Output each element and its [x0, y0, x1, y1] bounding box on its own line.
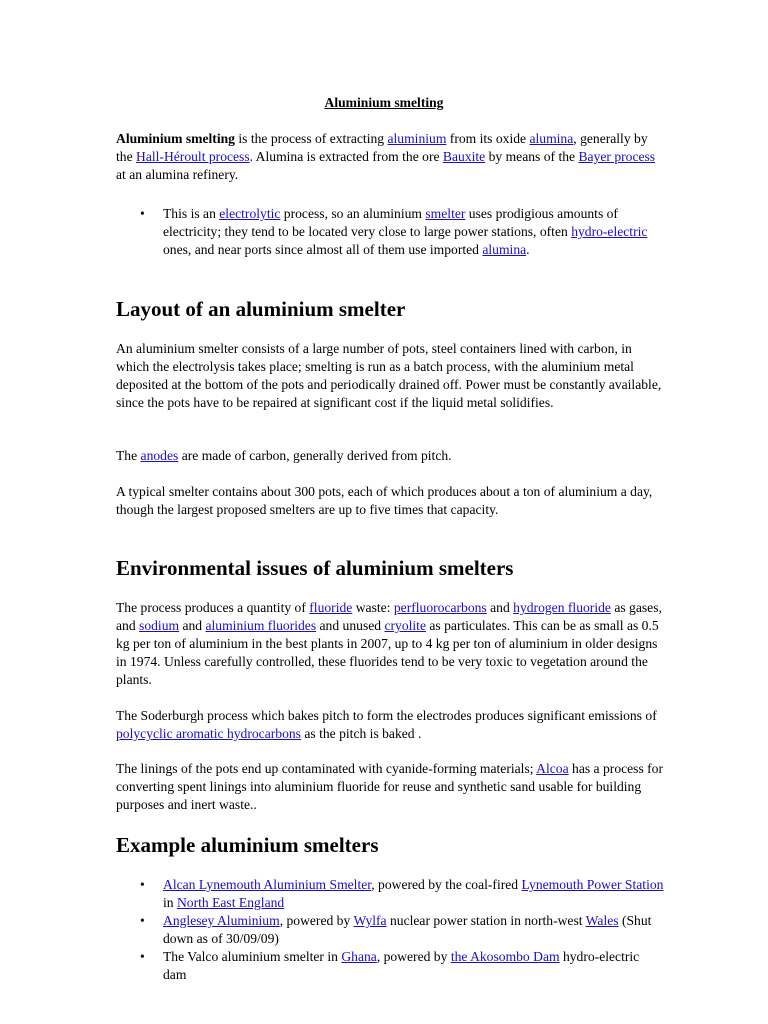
- environmental-paragraph-2: [116, 707, 664, 743]
- item-text: , powered by: [376, 949, 451, 964]
- bullet-text: ones, and near ports since almost all of them use imported: [163, 242, 483, 257]
- paragraph-text: The linings of the pots end up contaminated with cyanide-forming materials;: [116, 761, 537, 776]
- intro-bullet-list: [116, 205, 664, 259]
- link-north-east-england[interactable]: North East England: [176, 895, 285, 910]
- bullet-text: process, so an aluminium: [280, 206, 426, 221]
- link-aluminium[interactable]: aluminium: [387, 131, 447, 146]
- intro-text: is the process of extracting: [234, 131, 388, 146]
- link-aluminium-fluorides[interactable]: aluminium fluorides: [205, 618, 317, 633]
- paragraph-text: and: [179, 618, 206, 633]
- section-heading-environmental: Environmental issues of aluminium smelters: [116, 556, 514, 580]
- paragraph-text: has a process for converting spent linings into aluminium fluoride for reuse and synthetic sand usable for building purposes and inert waste..: [116, 761, 664, 812]
- layout-paragraph-3: A typical smelter contains about 300 pots, each of which produces about a ton of aluminium a day, though the largest proposed smelters are up to five times that capacity.: [116, 484, 653, 517]
- section-heading-examples: Example aluminium smelters: [116, 833, 379, 857]
- link-wylfa[interactable]: Wylfa: [353, 913, 387, 928]
- paragraph-text: are made of carbon, generally derived from pitch.: [178, 448, 452, 463]
- link-hydrogen-fluoride[interactable]: hydrogen fluoride: [513, 600, 611, 615]
- layout-paragraph-1: An aluminium smelter consists of a large number of pots, steel containers lined with carbon, in which the electrolysis takes place; smelting is run as a batch process, with the aluminium metal deposited at the bottom of the pots and periodically drained off. Power must be constantly available, since the pots have to be repaired at significant cost if the liquid metal solidifies.: [116, 341, 662, 410]
- link-hydro-electric[interactable]: hydro-electric: [571, 224, 648, 239]
- link-perfluorocarbons[interactable]: perfluorocarbons: [393, 600, 487, 615]
- examples-list: [116, 876, 664, 984]
- link-alcan-lynemouth-smelter[interactable]: Alcan Lynemouth Aluminium Smelter: [163, 877, 372, 892]
- list-item: [116, 205, 664, 259]
- link-ghana[interactable]: Ghana: [341, 949, 377, 964]
- intro-text: from its oxide: [446, 131, 530, 146]
- intro-text: at an alumina refinery.: [116, 167, 239, 182]
- layout-paragraph-2: [116, 447, 664, 465]
- section-heading-layout: Layout of an aluminium smelter: [116, 297, 406, 321]
- environmental-paragraph-1: [116, 599, 664, 689]
- list-item: [116, 948, 664, 984]
- item-text: hydro-electric dam: [163, 949, 640, 982]
- paragraph-text: as the pitch is baked .: [300, 726, 422, 741]
- item-text: The Valco aluminium smelter in: [163, 949, 342, 964]
- page-title: Aluminium smelting: [324, 95, 444, 110]
- paragraph-text: as particulates. This can be as small as 0.5 kg per ton of aluminium in the best plants in 2007, up to 4 kg per ton of aluminium in older designs in 1974. Unless carefully controlled, these fluorides tend to be very toxic to vegetation around the plants.: [116, 618, 659, 687]
- link-fluoride[interactable]: fluoride: [309, 600, 353, 615]
- intro-paragraph: [116, 130, 664, 184]
- item-text: in: [163, 895, 177, 910]
- intro-term: Aluminium smelting: [116, 131, 235, 146]
- paragraph-text: and: [486, 600, 514, 615]
- item-text: , powered by: [279, 913, 354, 928]
- intro-text: , generally by the: [116, 131, 648, 164]
- link-sodium[interactable]: sodium: [139, 618, 180, 633]
- link-bauxite[interactable]: Bauxite: [442, 149, 486, 164]
- link-wales[interactable]: Wales: [585, 913, 619, 928]
- item-text: , powered by the coal-fired: [371, 877, 522, 892]
- environmental-paragraph-3: [116, 760, 664, 814]
- link-hall-heroult-process[interactable]: Hall-Héroult process: [136, 149, 250, 164]
- link-alumina[interactable]: alumina: [529, 131, 574, 146]
- link-anglesey-aluminium[interactable]: Anglesey Aluminium: [163, 913, 280, 928]
- link-alumina-imported[interactable]: alumina: [482, 242, 527, 257]
- list-item: [116, 876, 664, 912]
- intro-text: by means of the: [485, 149, 579, 164]
- link-lynemouth-power-station[interactable]: Lynemouth Power Station: [521, 877, 664, 892]
- intro-text: . Alumina is extracted from the ore: [249, 149, 443, 164]
- bullet-text: .: [526, 242, 530, 257]
- link-smelter[interactable]: smelter: [425, 206, 466, 221]
- item-text: (Shut down as of 30/09/09): [163, 913, 652, 946]
- paragraph-text: The: [116, 448, 141, 463]
- link-anodes[interactable]: anodes: [140, 448, 179, 463]
- bullet-text: This is an: [163, 206, 220, 221]
- link-bayer-process[interactable]: Bayer process: [578, 149, 656, 164]
- paragraph-text: The process produces a quantity of: [116, 600, 310, 615]
- paragraph-text: and unused: [316, 618, 385, 633]
- paragraph-text: as gases, and: [116, 600, 662, 633]
- item-text: nuclear power station in north-west: [386, 913, 586, 928]
- bullet-text: uses prodigious amounts of electricity; they tend to be located very close to large power stations, often: [163, 206, 618, 239]
- link-electrolytic[interactable]: electrolytic: [219, 206, 281, 221]
- paragraph-text: The Soderburgh process which bakes pitch to form the electrodes produces significant emissions of: [116, 708, 657, 723]
- link-akosombo-dam[interactable]: the Akosombo Dam: [450, 949, 560, 964]
- link-polycyclic-aromatic-hydrocarbons[interactable]: polycyclic aromatic hydrocarbons: [116, 726, 301, 741]
- list-item: [116, 912, 664, 948]
- paragraph-text: waste:: [352, 600, 394, 615]
- link-cryolite[interactable]: cryolite: [384, 618, 426, 633]
- link-alcoa[interactable]: Alcoa: [536, 761, 569, 776]
